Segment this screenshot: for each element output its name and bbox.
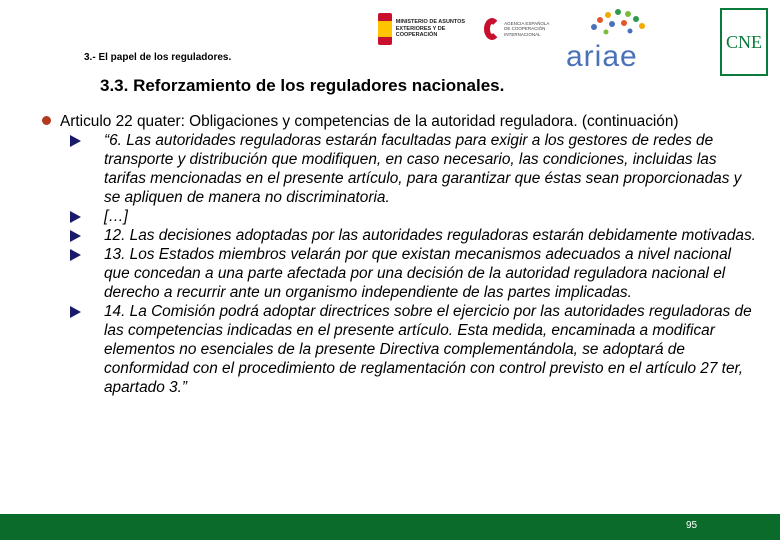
aecid-logo-text: AGENCIA ESPAÑOLA DE COOPERACIÓN INTERNACIONAL bbox=[504, 20, 550, 37]
sub-bullet-text: 13. Los Estados miembros velarán por que existan mecanismos adecuados a nivel nacional que concedan a una parte afectada por una decisión de la autoridad reguladora nacional el derecho a recurrir ante un organismo independiente de las partes implicadas. bbox=[104, 246, 732, 301]
arrow-bullet-icon bbox=[70, 230, 81, 242]
sub-bullet bbox=[56, 226, 756, 245]
sub-bullet-text: 12. Las decisiones adoptadas por las autoridades reguladoras estarán debidamente motivadas. bbox=[104, 227, 756, 244]
aecid-mark-icon bbox=[484, 18, 500, 40]
arrow-bullet-icon bbox=[70, 135, 81, 147]
main-bullet bbox=[56, 112, 756, 131]
bullet-dot-icon bbox=[42, 116, 51, 125]
sub-bullet bbox=[56, 302, 756, 397]
ministry-logo-text: MINISTERIO DE ASUNTOS EXTERIORES Y DE COOPERACIÓN bbox=[395, 19, 466, 39]
sub-bullet-text: 14. La Comisión podrá adoptar directrices sobre el ejercicio por las autoridades reguladoras de las competencias indicadas en el presente artículo. Esta medida, encaminada a modificar elementos no esenciales de la presente Directiva complementándola, se adoptará de conformidad con el procedimiento de reglamentación con control previsto en el artículo 27 ter, apartado 3.” bbox=[104, 303, 752, 396]
coat-of-arms-icon bbox=[378, 13, 392, 45]
ariae-dots-icon bbox=[566, 8, 670, 44]
ariae-logo bbox=[566, 8, 670, 73]
footer-bar bbox=[0, 514, 780, 540]
cne-logo: CNE bbox=[720, 8, 768, 76]
sub-bullet bbox=[56, 131, 756, 207]
arrow-bullet-icon bbox=[70, 249, 81, 261]
arrow-bullet-icon bbox=[70, 306, 81, 318]
slide-content bbox=[56, 112, 756, 397]
slide-title: 3.3. Reforzamiento de los reguladores nacionales. bbox=[100, 76, 505, 95]
ministry-logo bbox=[378, 12, 476, 46]
sub-bullet-text: “6. Las autoridades reguladoras estarán facultadas para exigir a los gestores de redes de transporte y distribución que modifiquen, en caso necesario, las condiciones, incluidas las tarifas mencionadas en el presente artículo, para garantizar que éstas sean proporcionadas y se apliquen de manera no discriminatoria. bbox=[104, 132, 742, 206]
ariae-wordmark: ariae bbox=[566, 40, 638, 73]
sub-bullet bbox=[56, 207, 756, 226]
page-number: 95 bbox=[686, 520, 698, 531]
aecid-logo bbox=[484, 12, 556, 46]
section-label: 3.- El papel de los reguladores. bbox=[84, 52, 232, 63]
arrow-bullet-icon bbox=[70, 211, 81, 223]
main-bullet-text: Articulo 22 quater: Obligaciones y competencias de la autoridad reguladora. (continuación) bbox=[60, 113, 679, 130]
sub-bullet-text: […] bbox=[104, 208, 128, 225]
sub-bullet bbox=[56, 245, 756, 302]
